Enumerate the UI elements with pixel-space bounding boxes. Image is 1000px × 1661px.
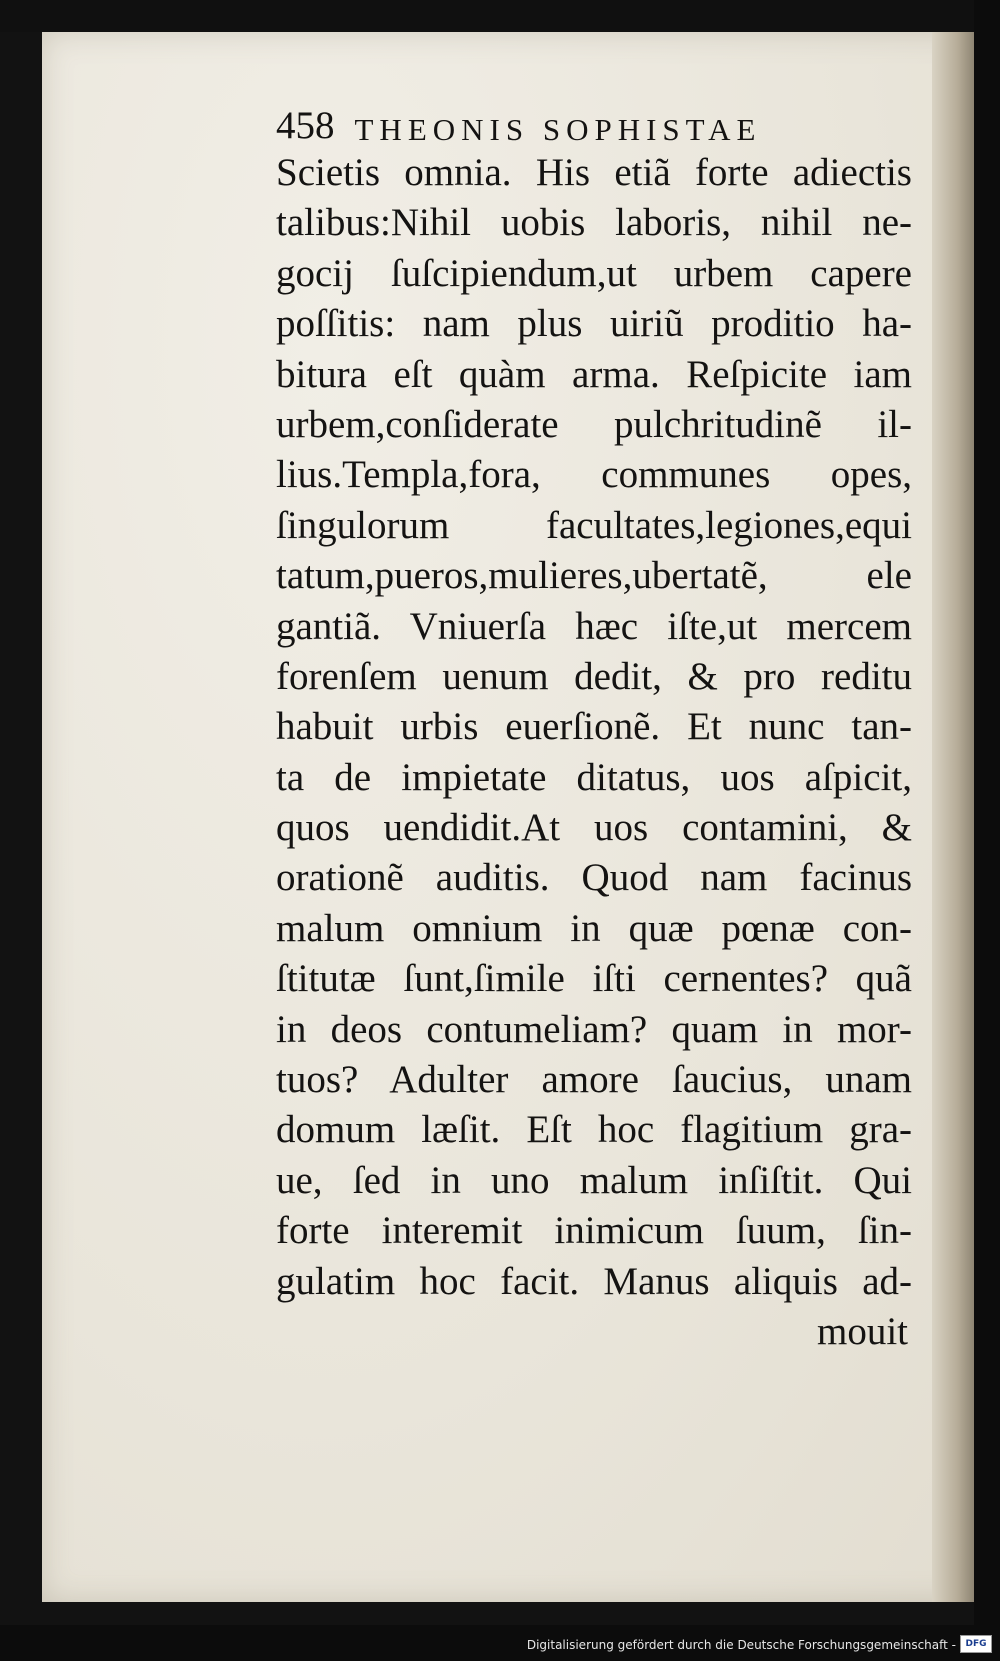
text-line: ta de impietate ditatus, uos aſpicit, [276,755,912,799]
text-line: in deos contumeliam? quam in mor- [276,1007,912,1051]
page-number: 458 [276,104,335,147]
text-line: lius.Templa,fora, communes opes, [276,453,912,497]
funding-credit: Digitalisierung gefördert durch die Deutsche Forschungsgemeinschaft - [526,1638,956,1652]
text-line: orationẽ auditis. Quod nam facinus [276,856,912,900]
body-text [276,148,912,1307]
text-line: forte interemit inimicum ſuum, ſin- [276,1209,912,1253]
text-line: talibus:Nihil uobis laboris, nihil ne- [276,201,912,245]
text-line: ſtitutæ ſunt,ſimile iſti cernentes? quã [276,957,912,1001]
text-line: urbem,conſiderate pulchritudinẽ il- [276,402,912,446]
text-line: gantiã. Vniuerſa hæc iſte,ut mercem [276,604,912,648]
text-line: quos uendidit.At uos contamini, & [276,806,912,850]
text-line: Scietis omnia. His etiã forte adiectis [276,151,912,194]
text-line: tatum,pueros,mulieres,ubertatẽ, ele [276,554,912,598]
catchword: mouit [816,1309,908,1353]
text-line: ue, ſed in uno malum inſiſtit. Qui [276,1158,912,1202]
page-header [276,102,912,148]
text-line: gocij ſuſcipiendum,ut urbem capere [276,251,912,295]
scan-top-border [0,0,1000,32]
text-line: forenſem uenum dedit, & pro reditu [276,654,912,698]
text-line: bitura eſt quàm arma. Reſpicite iam [276,352,912,396]
text-line: poſſitis: nam plus uiriũ proditio ha- [276,302,912,346]
text-line: ſingulorum facultates,legiones,equi [276,503,912,547]
digitization-footer [0,1625,1000,1661]
text-line: gulatim hoc facit. Manus aliquis ad- [276,1259,912,1303]
text-block [276,102,912,1357]
dfg-logo-icon: DFG [960,1635,992,1653]
text-line: malum omnium in quæ pœnæ con- [276,906,912,950]
text-line: tuos? Adulter amore ſaucius, unam [276,1058,912,1102]
page-edge-shadow [932,32,974,1602]
scan-right-border [974,0,1000,1661]
text-line: habuit urbis euerſionẽ. Et nunc tan- [276,705,912,749]
text-line: domum læſit. Eſt hoc flagitium gra- [276,1108,912,1152]
running-head: THEONIS SOPHISTAE [354,112,762,147]
